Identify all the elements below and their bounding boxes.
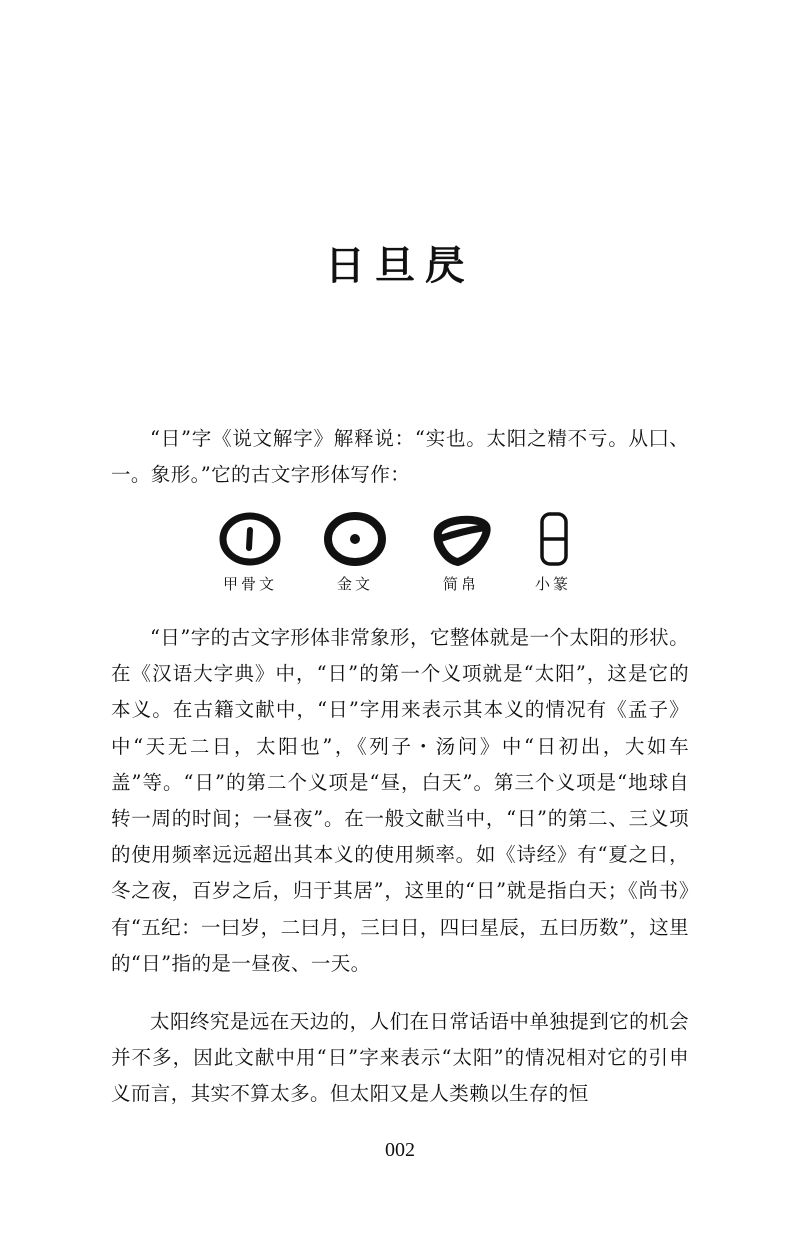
glyph-oracle-bone [205,510,295,594]
page-number: 002 [385,1139,415,1161]
glyph-label-bronze: 金文 [336,575,373,593]
glyph-label-small-seal: 小篆 [534,575,571,593]
bamboo-silk-ri-glyph-icon [428,510,494,568]
paragraph-sun: 太阳终究是远在天边的，人们在日常话语中单独提到它的机会并不多，因此文献中用“日”字来表示“太阳”的情况相对它的引申义而言，其实不算太多。但太阳又是人类赖以生存的恒 [111,1010,689,1106]
ancient-glyph-forms [0,510,800,605]
glyph-label-bamboo-silk: 简帛 [442,575,479,593]
small-seal-ri-glyph-icon [520,510,586,568]
glyph-bamboo-silk [416,510,506,594]
glyph-small-seal [508,510,598,594]
chapter-title: 日旦昃 [325,243,475,289]
oracle-bone-ri-glyph-icon [217,510,283,568]
glyph-label-oracle-bone: 甲骨文 [222,575,277,593]
paragraph-meanings: “日”字的古文字形体非常象形，它整体就是一个太阳的形状。在《汉语大字典》中，“日”的第一个义项就是“太阳”，这是它的本义。在古籍文献中，“日”字用来表示其本义的情况有《孟子》中“天无二日，太阳也”，《列子・汤问》中“日初出，大如车盖”等。“日”的第二个义项是“昼，白天”。第三个义项是“地球自转一周的时间；一昼夜”。在一般文献当中，“日”的第二、三义项的使用频率远远超出其本义的使用频率。如《诗经》有“夏之日，冬之夜，百岁之后，归于其居”，这里的“日”就是指白天；《尚书》有“五纪：一曰岁，二曰月，三曰日，四曰星辰，五曰历数”，这里的“日”指的是一昼夜、一天。 [111,626,689,975]
bronze-ri-glyph-icon [322,510,388,568]
paragraph-intro: “日”字《说文解字》解释说：“实也。太阳之精不亏。从囗、一。象形。”它的古文字形体写作： [111,427,689,487]
glyph-bronze [310,510,400,594]
